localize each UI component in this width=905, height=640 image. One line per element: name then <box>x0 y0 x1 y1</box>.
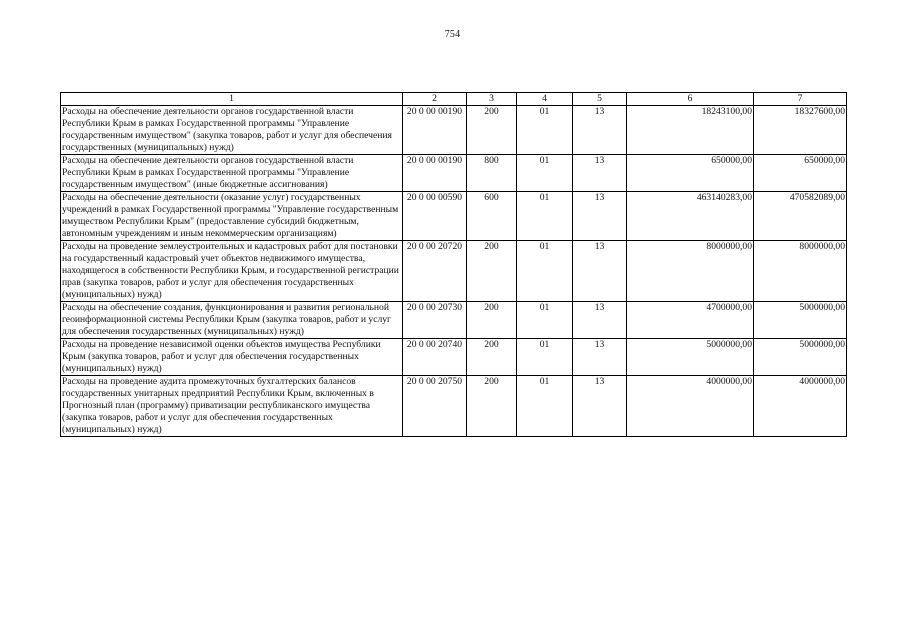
row-subsection: 13 <box>573 106 627 155</box>
row-amount-second: 5000000,00 <box>754 339 847 376</box>
column-header-5: 5 <box>573 93 627 106</box>
row-section: 01 <box>517 302 573 339</box>
budget-table <box>60 92 847 437</box>
table-row <box>61 192 847 241</box>
row-description: Расходы на обеспечение деятельности органов государственной власти Республики Крым в рамках Государственной программы "Управление государственным имуществом" (иные бюджетные ассигнования) <box>61 155 403 192</box>
table-row <box>61 376 847 437</box>
row-amount-second: 18327600,00 <box>754 106 847 155</box>
row-target-article: 20 0 00 00590 <box>403 192 467 241</box>
header-row <box>61 93 847 106</box>
column-header-6: 6 <box>627 93 754 106</box>
column-header-2: 2 <box>403 93 467 106</box>
table-row <box>61 106 847 155</box>
column-header-3: 3 <box>467 93 517 106</box>
row-expense-type: 800 <box>467 155 517 192</box>
row-target-article: 20 0 00 20720 <box>403 241 467 302</box>
row-section: 01 <box>517 376 573 437</box>
row-amount-first: 18243100,00 <box>627 106 754 155</box>
row-expense-type: 200 <box>467 302 517 339</box>
row-subsection: 13 <box>573 376 627 437</box>
row-amount-first: 463140283,00 <box>627 192 754 241</box>
row-subsection: 13 <box>573 155 627 192</box>
column-header-7: 7 <box>754 93 847 106</box>
row-description: Расходы на проведение независимой оценки объектов имущества Республики Крым (закупка товаров, работ и услуг для обеспечения государственных (муниципальных) нужд) <box>61 339 403 376</box>
row-section: 01 <box>517 106 573 155</box>
row-amount-first: 8000000,00 <box>627 241 754 302</box>
row-description: Расходы на обеспечение создания, функционирования и развития региональной геоинформационной системы Республики Крым (закупка товаров, работ и услуг для обеспечения государственных (муниципальных) нужд) <box>61 302 403 339</box>
page-number: 754 <box>444 29 461 40</box>
row-amount-second: 8000000,00 <box>754 241 847 302</box>
row-target-article: 20 0 00 00190 <box>403 106 467 155</box>
row-amount-second: 650000,00 <box>754 155 847 192</box>
row-target-article: 20 0 00 00190 <box>403 155 467 192</box>
row-amount-first: 5000000,00 <box>627 339 754 376</box>
row-expense-type: 200 <box>467 106 517 155</box>
row-amount-first: 650000,00 <box>627 155 754 192</box>
table-row <box>61 339 847 376</box>
row-expense-type: 600 <box>467 192 517 241</box>
row-section: 01 <box>517 155 573 192</box>
row-target-article: 20 0 00 20750 <box>403 376 467 437</box>
row-amount-second: 470582089,00 <box>754 192 847 241</box>
row-amount-second: 5000000,00 <box>754 302 847 339</box>
column-header-4: 4 <box>517 93 573 106</box>
row-section: 01 <box>517 192 573 241</box>
row-amount-first: 4700000,00 <box>627 302 754 339</box>
row-subsection: 13 <box>573 339 627 376</box>
row-subsection: 13 <box>573 302 627 339</box>
row-amount-first: 4000000,00 <box>627 376 754 437</box>
row-section: 01 <box>517 241 573 302</box>
row-description: Расходы на проведение землеустроительных и кадастровых работ для постановки на государственный кадастровый учет объектов недвижимого имущества, находящегося в собственности Республики Крым, и государственной регистрации прав (закупка товаров, работ и услуг для обеспечения государственных (муниципальных) нужд) <box>61 241 403 302</box>
table-row <box>61 302 847 339</box>
row-expense-type: 200 <box>467 241 517 302</box>
row-subsection: 13 <box>573 192 627 241</box>
row-expense-type: 200 <box>467 339 517 376</box>
row-target-article: 20 0 00 20740 <box>403 339 467 376</box>
row-description: Расходы на обеспечение деятельности органов государственной власти Республики Крым в рамках Государственной программы "Управление государственным имуществом" (закупка товаров, работ и услуг для обеспечения государственных (муниципальных) нужд) <box>61 106 403 155</box>
row-section: 01 <box>517 339 573 376</box>
column-header-1: 1 <box>61 93 403 106</box>
row-target-article: 20 0 00 20730 <box>403 302 467 339</box>
table-row <box>61 155 847 192</box>
row-subsection: 13 <box>573 241 627 302</box>
row-amount-second: 4000000,00 <box>754 376 847 437</box>
row-expense-type: 200 <box>467 376 517 437</box>
table-row <box>61 241 847 302</box>
row-description: Расходы на проведение аудита промежуточных бухгалтерских балансов государственных унитарных предприятий Республики Крым, включенных в Прогнозный план (программу) приватизации республиканского имущества (закупка товаров, работ и услуг для обеспечения государственных (муниципальных) нужд) <box>61 376 403 437</box>
row-description: Расходы на обеспечение деятельности (оказание услуг) государственных учреждений в рамках Государственной программы "Управление государственным имуществом Республики Крым" (предоставление субсидий бюджетным, автономным учреждениям и иным некоммерческим организациям) <box>61 192 403 241</box>
